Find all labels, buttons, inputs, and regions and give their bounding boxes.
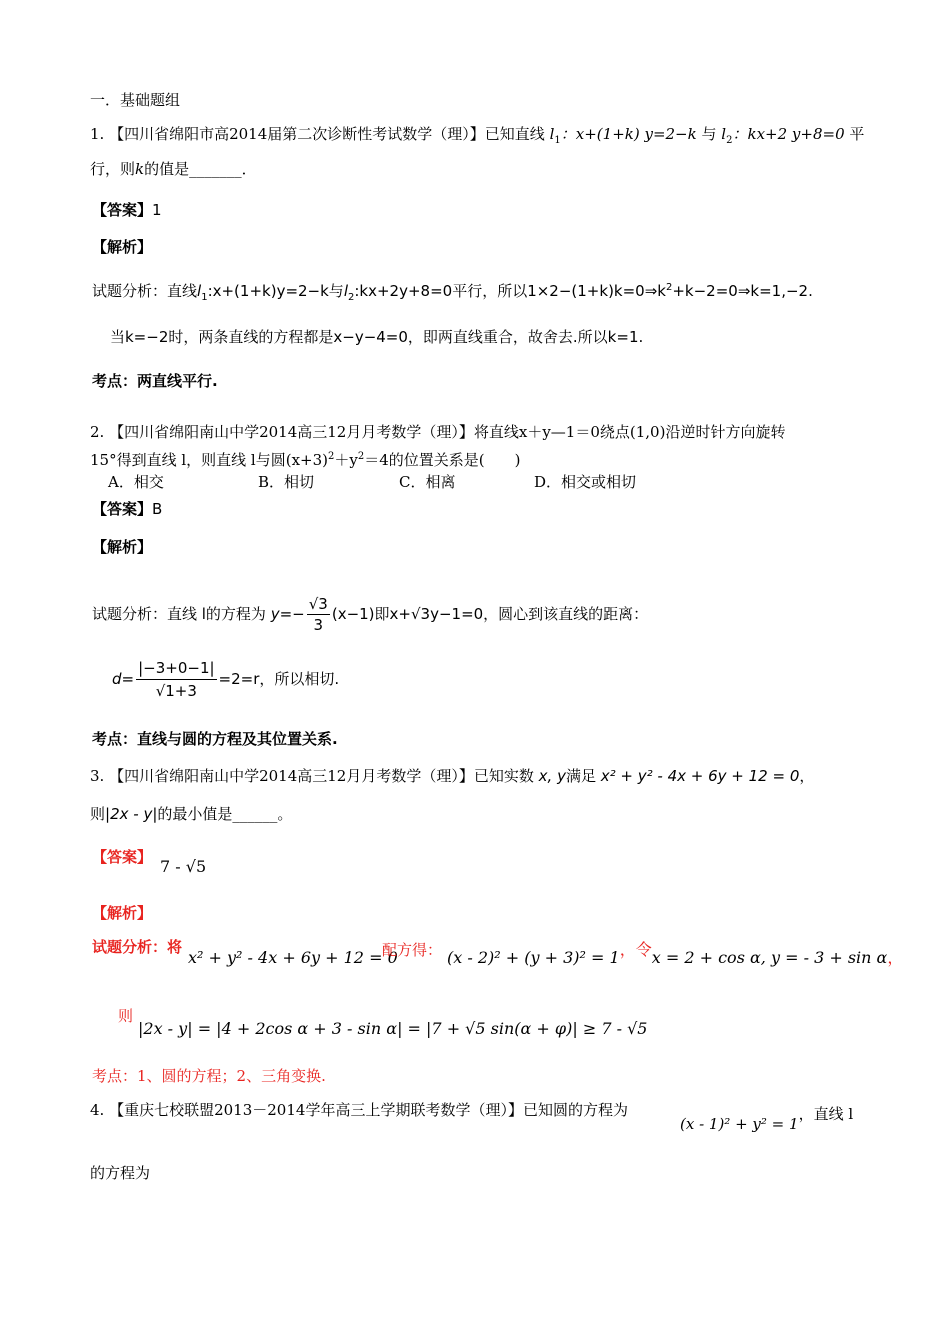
q3-analysis-line1-math2 — [447, 940, 904, 969]
q1-stem-line1: 1. 【四川省绵阳市高2014届第二次诊断性考试数学（理）】已知直线 $l_1$：x+(1+k) y=2−k 与 $l_2$：kx+2 y+8=0 平 — [90, 125, 865, 146]
q1-l1-equation: ：x+(1+k) y=2−k — [560, 125, 697, 143]
q2-d-num: |−3+0−1| — [136, 657, 216, 680]
q1-kaodian — [92, 370, 218, 392]
q3-analysis-line2 — [118, 1007, 134, 1035]
q4-source: 【重庆七校联盟2013－2014学年高三上学期联考数学（理）】 — [109, 1101, 523, 1119]
q2-analysis-y: y=− — [270, 605, 305, 623]
q3-analysis-eq1: x² + y² - 4x + 6y + 12 = 0 — [188, 948, 398, 967]
q3-stem-line1 — [90, 765, 814, 787]
q2-option-b: B．相切 — [258, 473, 315, 491]
q2-d-rhs: =2=r，所以相切. — [218, 670, 340, 688]
q3-source: 【四川省绵阳南山中学2014高三12月月考数学（理）】 — [109, 767, 474, 785]
q1-blank: 的值是_______． — [144, 160, 257, 178]
q2-d-lhs: d= — [112, 670, 135, 688]
q2-answer — [92, 498, 162, 520]
q1-analysis-line2 — [110, 326, 643, 348]
q1-and-text: 与 — [701, 125, 717, 143]
q3-analysis-text1: 试题分析：将 — [92, 938, 183, 956]
q2-frac-num: √3 — [308, 595, 328, 613]
q2-analysis-text1: 试题分析：直线 l的方程为 — [92, 605, 266, 623]
q3-stem-text3: 则 — [90, 805, 106, 823]
q2-stem-line2: 15°得到直线 l，则直线 l与圆$(x+3)^2+y^2=4$的位置关系是( ) — [90, 451, 521, 469]
q2-answer-label: 【答案】 — [92, 500, 153, 518]
q2-answer-value: B — [152, 500, 163, 518]
q1-analysis-line1: 试题分析：直线$l_1:x+(1+k)y=2-k$与$l_2:kx+2y+8=0$平行，所以$1\times 2-(1+k)k=0\Rightarrow k^2+k-2=0\Rightarrow k=1,-2$. — [92, 282, 813, 303]
q1-analysis-text1: 试题分析：直线 — [92, 282, 198, 300]
q4-stem-text: 已知圆的方程为 — [522, 1101, 628, 1119]
q2-stem-text4: ＝4的位置关系是( ) — [364, 451, 521, 469]
q3-analysis-line2-math — [138, 1018, 647, 1040]
q3-xy: x, y — [538, 767, 566, 785]
q3-analysis-eq2: (x - 2)² + (y + 3)² = 1 — [447, 948, 620, 967]
section-title — [90, 89, 180, 111]
q3-analysis-label — [92, 902, 152, 924]
q1-answer-label: 【答案】 — [92, 201, 153, 219]
q1-analysis-text5: 当k=−2时，两条直线的方程都是x−y−4=0，即两直线重合，故舍去.所以k=1. — [110, 328, 644, 346]
q2-analysis-line2 — [112, 655, 339, 703]
q3-comma: ， — [799, 767, 815, 785]
q1-analysis-text3: :kx+2y+8=0平行，所以1×2−(1+k)k=0⇒k — [354, 282, 666, 300]
q1-answer-value: 1 — [152, 201, 162, 219]
q3-analysis-eq3: x = 2 + cos α, y = - 3 + sin α — [651, 948, 888, 967]
q2-d-den: √1+3 — [155, 682, 197, 700]
q3-analysis-comma: ， — [887, 948, 904, 967]
q3-kaodian — [92, 1065, 326, 1087]
q3-analysis-text4: 则 — [118, 1007, 134, 1025]
q2-stem-line1 — [90, 421, 785, 443]
q3-kaodian-text: 考点：1、圆的方程；2、三角变换. — [92, 1067, 326, 1085]
q1-answer — [92, 199, 162, 221]
q2-option-c: C．相离 — [399, 473, 456, 491]
q4-equation: (x - 1)² + y² = 1 — [680, 1115, 799, 1133]
q2-number: 2. — [90, 423, 105, 441]
q3-abs-expr: |2x - y| — [105, 805, 158, 823]
q3-stem-line2 — [90, 803, 292, 825]
q2-analysis-line1 — [92, 590, 648, 638]
q3-answer-value: 7 - √5 — [160, 857, 207, 876]
q3-stem-text: 已知实数 — [473, 767, 534, 785]
q2-frac-den: 3 — [313, 616, 324, 634]
q3-analysis-line1-math — [188, 947, 398, 969]
q2-analysis-label — [92, 536, 152, 558]
q4-number: 4. — [90, 1101, 105, 1119]
q2-distance-fraction — [136, 657, 216, 702]
section-title-text: 一．基础题组 — [90, 91, 181, 109]
q2-stem-text: 将直线x＋y—1＝0绕点(1,0)沿逆时针方向旋转 — [473, 423, 786, 441]
q2-kaodian-text: 考点：直线与圆的方程及其位置关系. — [92, 730, 338, 748]
q1-l2-equation: ：kx+2 y+8=0 — [732, 125, 845, 143]
q3-blank: 的最小值是______。 — [157, 805, 293, 823]
q3-answer-label: 【答案】 — [92, 848, 153, 866]
q2-analysis-text2: (x−1)即x+√3y−1=0，圆心到该直线的距离： — [331, 605, 649, 623]
q1-kaodian-text: 考点：两直线平行. — [92, 372, 218, 390]
q2-source: 【四川省绵阳南山中学2014高三12月月考数学（理）】 — [109, 423, 474, 441]
q1-k-symbol: k — [135, 160, 145, 178]
q3-analysis-label-text: 【解析】 — [92, 904, 153, 922]
q4-equation-line — [680, 1105, 854, 1135]
q1-analysis-label — [92, 236, 152, 258]
q2-analysis-label-text: 【解析】 — [92, 538, 153, 556]
q3-analysis-line1 — [92, 936, 182, 958]
q1-stem-line2 — [90, 158, 257, 180]
q3-analysis-eq4: |2x - y| = |4 + 2cos α + 3 - sin α| = |7 + √5 sin(α + φ)| ≥ 7 - √5 — [138, 1019, 648, 1038]
q1-stem-text: 已知直线 — [484, 125, 545, 143]
q1-stem-end: 平 — [849, 125, 865, 143]
q3-analysis-text3: ，令 — [619, 940, 652, 959]
q2-options — [108, 471, 636, 493]
q1-stem-cont: 行，则 — [90, 160, 136, 178]
q4-stem-text2: ，直线 l — [798, 1105, 854, 1123]
q3-answer — [92, 846, 152, 868]
q1-analysis-label-text: 【解析】 — [92, 238, 153, 256]
q2-option-d: D．相交或相切 — [534, 473, 637, 491]
q2-stem-text2: 15°得到直线 l，则直线 l与圆(x+3) — [90, 451, 328, 469]
q1-analysis-text2: :x+(1+k)y=2−k与 — [207, 282, 344, 300]
q1-l1-symbol: l — [549, 125, 555, 143]
q4-stem-line2 — [90, 1162, 150, 1184]
q2-fraction — [307, 594, 330, 635]
q4-stem-line1 — [90, 1099, 628, 1121]
q2-option-a: A．相交 — [108, 473, 164, 491]
q1-source: 【四川省绵阳市高2014届第二次诊断性考试数学（理）】 — [109, 125, 485, 143]
q3-equation: x² + y² - 4x + 6y + 12 = 0 — [600, 767, 800, 785]
q1-number: 1. — [90, 125, 105, 143]
q3-analysis-line1-mid — [382, 939, 442, 961]
q4-stem-text3: 的方程为 — [90, 1164, 151, 1182]
q3-answer-value-line — [160, 856, 206, 878]
q2-stem-text3: ＋y — [334, 451, 358, 469]
q3-number: 3. — [90, 767, 105, 785]
q3-analysis-text2: 配方得： — [382, 941, 443, 959]
q3-stem-text2: 满足 — [565, 767, 596, 785]
q2-kaodian — [92, 728, 338, 750]
q1-analysis-text4: +k−2=0⇒k=1,−2. — [672, 282, 813, 300]
q1-l2-symbol: l — [721, 125, 727, 143]
